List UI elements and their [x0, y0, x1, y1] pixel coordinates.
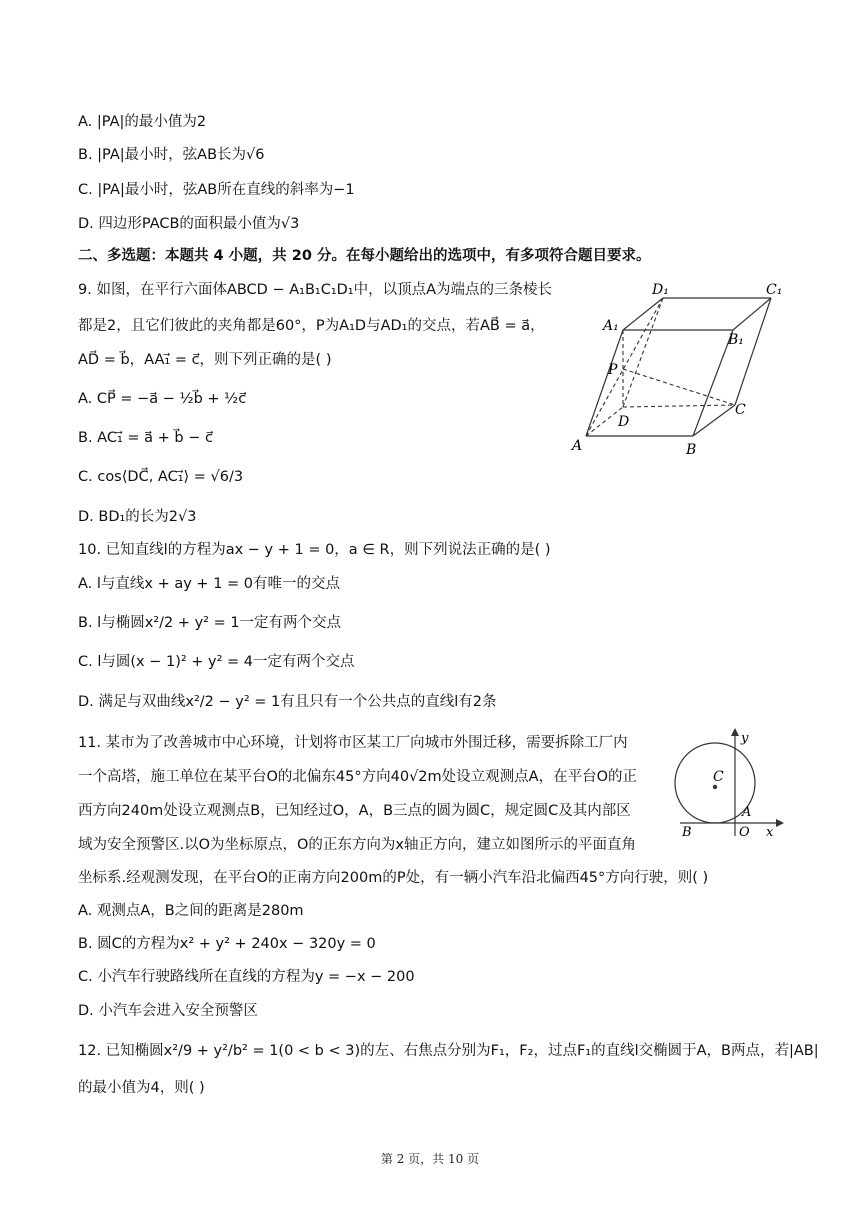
fig11-label-y: y	[741, 731, 749, 746]
fig9-label-b1: B₁	[728, 332, 744, 348]
circle-coordinate-figure	[672, 728, 787, 840]
q11-stem-line4: 域为安全预警区.以O为坐标原点，O的正东方向为x轴正方向，建立如图所示的平面直角	[78, 837, 637, 853]
q9-option-b: B. AC₁⃗ = a⃗ + b⃗ − c⃗	[78, 430, 213, 446]
fig11-label-o: O	[739, 825, 750, 840]
q11-option-a: A. 观测点A，B之间的距离是280m	[78, 903, 304, 919]
q11-option-c: C. 小汽车行驶路线所在直线的方程为y = −x − 200	[78, 969, 415, 985]
q11-stem-line5: 坐标系.经观测发现，在平台O的正南方向200m的P处，有一辆小汽车沿北偏西45°方向行驶，则( )	[78, 870, 709, 886]
q11-stem-line3: 西方向240m处设立观测点B，已知经过O，A，B三点的圆为圆C，规定圆C及其内部区	[78, 803, 631, 819]
fig9-label-c: C	[735, 402, 746, 418]
q10-option-a: A. l与直线x + ay + 1 = 0有唯一的交点	[78, 576, 341, 592]
fig9-label-p: P	[608, 362, 618, 378]
fig9-label-a1: A₁	[603, 318, 619, 334]
page-footer: 第 2 页，共 10 页	[380, 1152, 480, 1166]
q10-option-d: D. 满足与双曲线x²/2 − y² = 1有且只有一个公共点的直线l有2条	[78, 694, 497, 710]
fig9-label-b: B	[686, 442, 697, 458]
q11-stem-line1: 11. 某市为了改善城市中心环境，计划将市区某工厂向城市外围迁移，需要拆除工厂内	[78, 735, 628, 751]
q10-option-b: B. l与椭圆x²/2 + y² = 1一定有两个交点	[78, 615, 342, 631]
q8-option-d: D. 四边形PACB的面积最小值为√3	[78, 216, 300, 232]
fig9-label-d: D	[618, 414, 630, 430]
fig11-label-b: B	[682, 825, 692, 840]
fig11-label-x: x	[766, 825, 774, 840]
q11-option-d: D. 小汽车会进入安全预警区	[78, 1003, 258, 1019]
q10-stem: 10. 已知直线l的方程为ax − y + 1 = 0，a ∈ R，则下列说法正确的是( )	[78, 542, 551, 558]
q9-option-d: D. BD₁的长为2√3	[78, 509, 197, 525]
q9-option-c: C. cos⟨DC⃗, AC₁⃗⟩ = √6/3	[78, 469, 244, 485]
q9-option-a: A. CP⃗ = −a⃗ − ½b⃗ + ½c⃗	[78, 391, 247, 407]
q12-stem-line1: 12. 已知椭圆x²/9 + y²/b² = 1(0 < b < 3)的左、右焦点分别为F₁，F₂，过点F₁的直线l交椭圆于A，B两点，若|AB|	[78, 1043, 819, 1059]
fig11-label-c: C	[713, 769, 724, 785]
fig9-label-a: A	[572, 438, 583, 454]
q11-option-b: B. 圆C的方程为x² + y² + 240x − 320y = 0	[78, 936, 376, 952]
q9-stem-line3: AD⃗ = b⃗，AA₁⃗ = c⃗，则下列正确的是( )	[78, 352, 332, 368]
fig9-label-c1: C₁	[766, 282, 783, 298]
x-axis-arrow-icon	[776, 819, 784, 827]
q9-stem-line1: 9. 如图，在平行六面体ABCD − A₁B₁C₁D₁中，以顶点A为端点的三条棱长	[78, 282, 553, 298]
section-heading: 二、多选题：本题共 4 小题，共 20 分。在每小题给出的选项中，有多项符合题目要求。	[78, 248, 651, 264]
y-axis-arrow-icon	[731, 728, 739, 736]
q9-stem-line2: 都是2，且它们彼此的夹角都是60°，P为A₁D与AD₁的交点，若AB⃗ = a⃗，	[78, 318, 545, 334]
q8-option-c: C. |PA|最小时，弦AB所在直线的斜率为−1	[78, 182, 355, 198]
q8-option-a: A. |PA|的最小值为2	[78, 114, 207, 130]
q10-option-c: C. l与圆(x − 1)² + y² = 4一定有两个交点	[78, 654, 355, 670]
fig11-label-a: A	[742, 805, 752, 820]
fig9-label-d1: D₁	[652, 282, 669, 298]
center-point	[713, 785, 717, 789]
q12-stem-line2: 的最小值为4，则( )	[78, 1080, 205, 1096]
parallelepiped-figure	[568, 278, 788, 463]
q11-stem-line2: 一个高塔，施工单位在某平台O的北偏东45°方向40√2m处设立观测点A，在平台O的正	[78, 769, 637, 785]
q8-option-b: B. |PA|最小时，弦AB长为√6	[78, 147, 265, 163]
